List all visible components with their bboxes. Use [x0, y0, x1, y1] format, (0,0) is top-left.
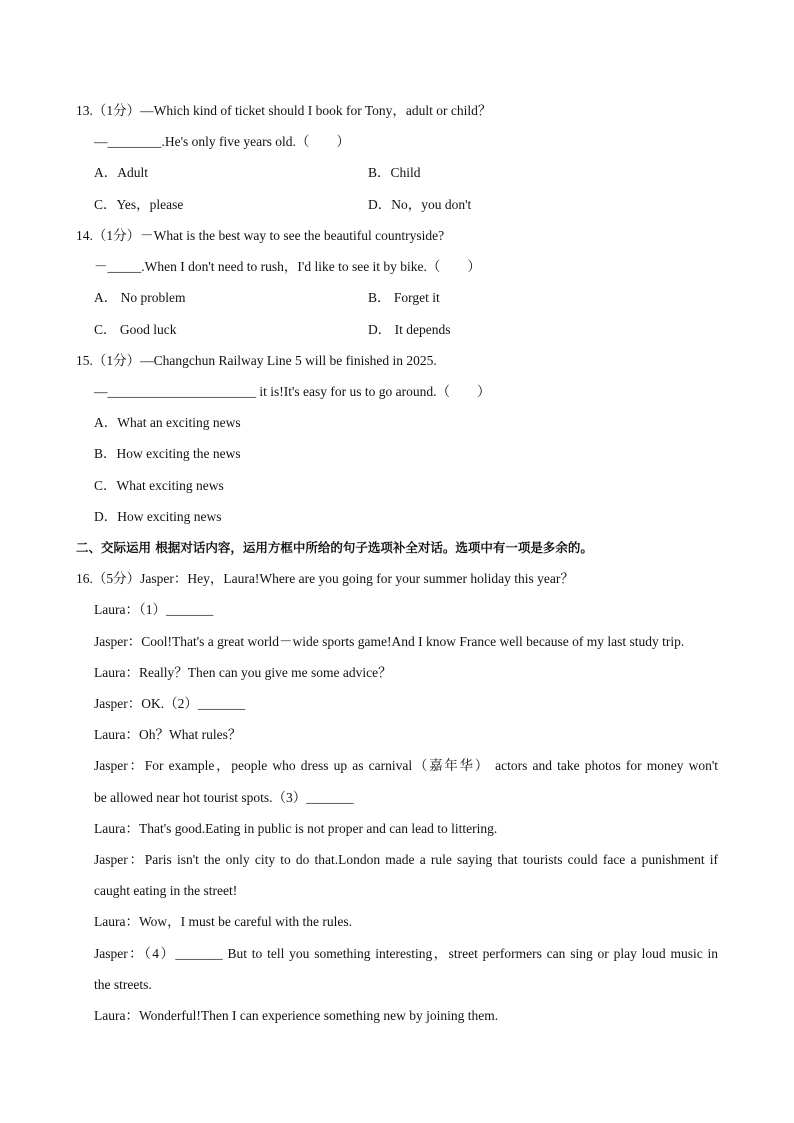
q13-option-c[interactable]: C．Yes，please [94, 197, 184, 212]
dialogue-line: Laura：That's good.Eating in public is not proper and can lead to littering. [94, 821, 498, 836]
q15-option-c[interactable]: C．What exciting news [94, 478, 224, 493]
section-2-heading: 二、交际运用 根据对话内容，运用方框中所给的句子选项补全对话。选项中有一项是多余的。 [76, 540, 593, 555]
dialogue-line: Laura：Oh？What rules？ [94, 727, 242, 742]
q14-option-c[interactable]: C． Good luck [94, 322, 177, 337]
q14-option-b[interactable]: B． Forget it [368, 290, 440, 305]
dialogue-line-continued: the streets. [94, 977, 152, 992]
q15-answer-line: —______________________ it is!It's easy for us to go around.（ ） [94, 384, 491, 399]
q14-option-a[interactable]: A． No problem [94, 290, 186, 305]
dialogue-line: Jasper：Paris isn't the only city to do that.London made a rule saying that tourists could face a punishment if [94, 852, 718, 867]
q13-option-a[interactable]: A．Adult [94, 165, 148, 180]
dialogue-line: Laura：Really？Then can you give me some advice？ [94, 665, 392, 680]
q16-stem: 16.（5分）Jasper：Hey，Laura!Where are you going for your summer holiday this year？ [76, 571, 574, 586]
q15-option-a[interactable]: A．What an exciting news [94, 415, 241, 430]
q15-stem: 15.（1分）—Changchun Railway Line 5 will be finished in 2025. [76, 353, 437, 368]
dialogue-line: Laura：Wow，I must be careful with the rules. [94, 914, 352, 929]
q13-option-d[interactable]: D．No，you don't [368, 197, 472, 212]
dialogue-line: Jasper：For example，people who dress up as carnival（嘉年华） actors and take photos for money won't [94, 758, 718, 773]
dialogue-line-continued: caught eating in the street! [94, 883, 238, 898]
q13-stem: 13.（1分）—Which kind of ticket should I book for Tony，adult or child？ [76, 103, 492, 118]
q14-answer-line: －_____.When I don't need to rush，I'd like to see it by bike.（ ） [94, 259, 481, 274]
dialogue-line: Jasper：OK.（2）_______ [94, 696, 246, 711]
q14-option-d[interactable]: D． It depends [368, 322, 451, 337]
q13-answer-line: —________.He's only five years old.（ ） [94, 134, 350, 149]
q15-option-b[interactable]: B．How exciting the news [94, 446, 241, 461]
dialogue-line: Laura：（1）_______ [94, 602, 214, 617]
q15-option-d[interactable]: D．How exciting news [94, 509, 222, 524]
dialogue-line: Jasper：Cool!That's a great world－wide sports game!And I know France well because of my last study trip. [94, 634, 685, 649]
q14-stem: 14.（1分）－What is the best way to see the beautiful countryside? [76, 228, 445, 243]
dialogue-line-continued: be allowed near hot tourist spots.（3）_______ [94, 790, 354, 805]
dialogue-line: Laura：Wonderful!Then I can experience something new by joining them. [94, 1008, 499, 1023]
q13-option-b[interactable]: B．Child [368, 165, 421, 180]
dialogue-line: Jasper：（4）_______ But to tell you something interesting，street performers can sing or play loud music in [94, 946, 718, 961]
